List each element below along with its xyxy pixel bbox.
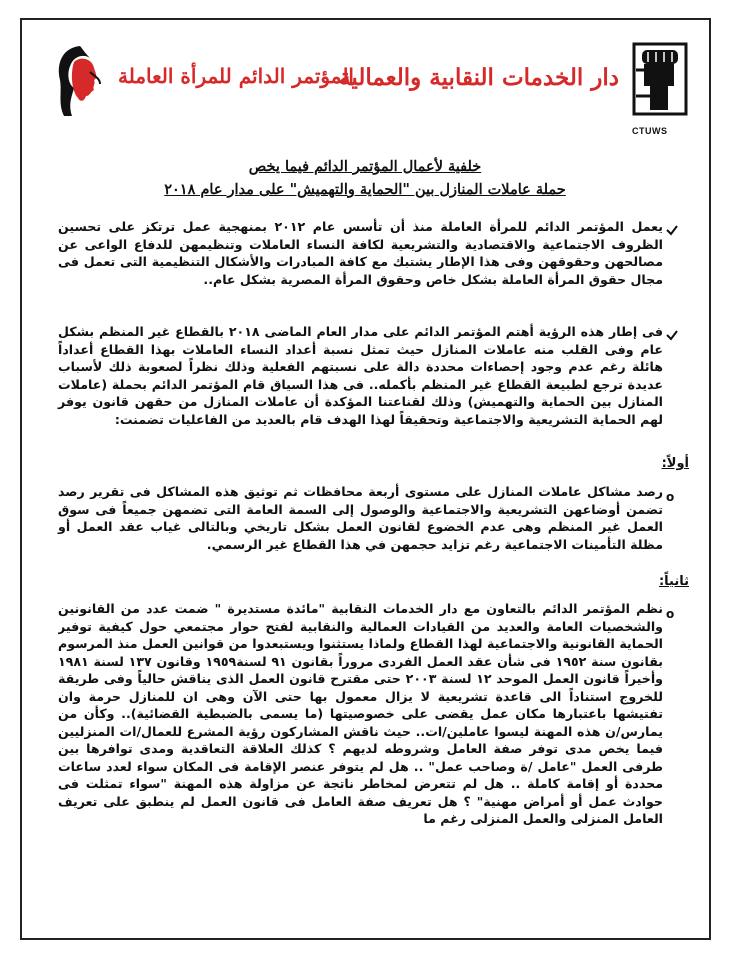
paragraph-campaign: فى إطار هذه الرؤية أهتم المؤتمر الدائم على مدار العام الماضى ٢٠١٨ بالقطاع غير المنظم بشكل عام وفى القلب منه عاملات المنازل حيث تمثل نسبة أعداد النساء العاملات بهذا القطاع أعداداً هائلة رغم عدم وجود إحصاءات محددة دالة على نسبتهم الفعلية وذلك نظراً لصعوبة ذلك لأسباب عديدة ترجع لطبيعة القطاع غير المنظم بأكمله.. فى هذا السياق قام المؤتمر الدائم بحملة (عاملات المنازل بين الحماية والتهميش) وذلك لقناعتنا المؤكدة أن عاملات المنازل من حقهن قانون يوفر لهم الحماية التشريعية والاجتماعية وتحقيقاً لهذا الهدف قام بالعديد من الفاعليات تضمنت: xyxy=(58,324,663,427)
checkmark-arrow-icon xyxy=(666,224,678,236)
woman-profile-logo-icon xyxy=(50,42,112,122)
logo-caption: CTUWS xyxy=(632,126,668,136)
paragraph-roundtable: نظم المؤتمر الدائم بالتعاون مع دار الخدمات النقابية "مائدة مستديرة " ضمت عدد من القانونين والشخصيات العامة والعديد من القيادات العمالية والنقابية لفتح حوار مجتمعي حول كيفية توفير الحماية القانونية والاجتماعية لهذا القطاع ولماذا يستثنوا ويستبعدوا من قوانين العمل منذ المرسوم بقانون سنة ١٩٥٢ فى شأن عقد العمل الفردى مروراً بقانون ٩١ لسنة١٩٥٩ وقانون ١٣٧ لسنة ١٩٨١ وأخيراً قانون العمل الموحد ١٢ لسنة ٢٠٠٣ حتى مقترح قانون العمل الذى يناقش حالياً وفى طريقة للخروج استناداً الى قاعدة تشريعية لا يزال معمول بها حتى الآن وهى ان للمنازل حرمة وان تفتيشها باعتبارها مكان عمل يقضى على خصوصيتها (ما يسمى بالضبطية القضائية).. وكأن من يمارس/ن هذه المهنة ليسوا عاملين/ات.. حيث ناقش المشاركون رؤية المشرع للعمال/ات المنزليين فيما يخص مدى توفر صفة العامل وشروطه لديهم ؟ كذلك العلاقة التعاقدية ومدى توافرها بين طرفى العمل "عامل /ة وصاحب عمل" .. هل لم يتوفر عنصر الإقامة فى المكان سواء لعدد ساعات محددة أو إقامة كاملة .. هل لم تتعرض لمخاطر ناتجة عن مزاولة هذه المهنة "سواء تمثلت فى حوادث عمل أو أمراض مهنية" ؟ هل تعريف صفة العامل فى قانون العمل لم ينطبق على تعريف العامل المنزلى والعمل المنزلى رغم ما xyxy=(58,601,663,826)
checkmark-arrow-icon xyxy=(666,329,678,341)
circle-bullet-icon: o xyxy=(666,607,675,621)
org-name-left: المؤتمر الدائم للمرأة العاملة xyxy=(118,64,354,88)
paragraph-intro: يعمل المؤتمر الدائم للمرأة العاملة منذ أن تأسس عام ٢٠١٢ بمنهجية عمل ترتكز على تحسين الظروف الاجتماعية والاقتصادية والتشريعية لكافة النساء العاملات وتنظيمهن للدفاع الواعى عن مصالحهن وحقوقهن وفى هذا الإطار يشتبك مع كافة المبادرات والأشكال التنظيمية التى تعمل فى مجال حقوق المرأة العاملة بشكل خاص وحقوق المرأة المصرية بشكل عام.. xyxy=(58,219,663,287)
fist-logo-icon xyxy=(630,40,690,126)
paragraph-monitoring: رصد مشاكل عاملات المنازل على مستوى أربعة محافظات ثم توثيق هذه المشاكل فى تقرير رصد تضمن أوضاعهن التشريعية والاجتماعية والوصول إلى السمة العامة التى تضمهن جميعاً فى سوق العمل غير المنظم وهى عدم الخضوع لقانون العمل بشكل تاريخي وبالتالى غياب عقد العمل أو مظلة التأمينات الاجتماعية رغم تزايد حجمهن في هذا القطاع غير الرسمي. xyxy=(58,484,663,552)
section-label-first: أولاً: xyxy=(661,456,689,471)
title-line-2: حملة عاملات المنازل بين "الحماية والتهميش" على مدار عام ٢٠١٨ xyxy=(164,181,566,198)
org-name-right: دار الخدمات النقابية والعمالية xyxy=(339,64,619,91)
section-label-second: ثانياً: xyxy=(658,574,689,589)
circle-bullet-icon: o xyxy=(666,490,675,504)
title-line-1: خلفية لأعمال المؤتمر الدائم فيما يخص xyxy=(248,158,482,175)
